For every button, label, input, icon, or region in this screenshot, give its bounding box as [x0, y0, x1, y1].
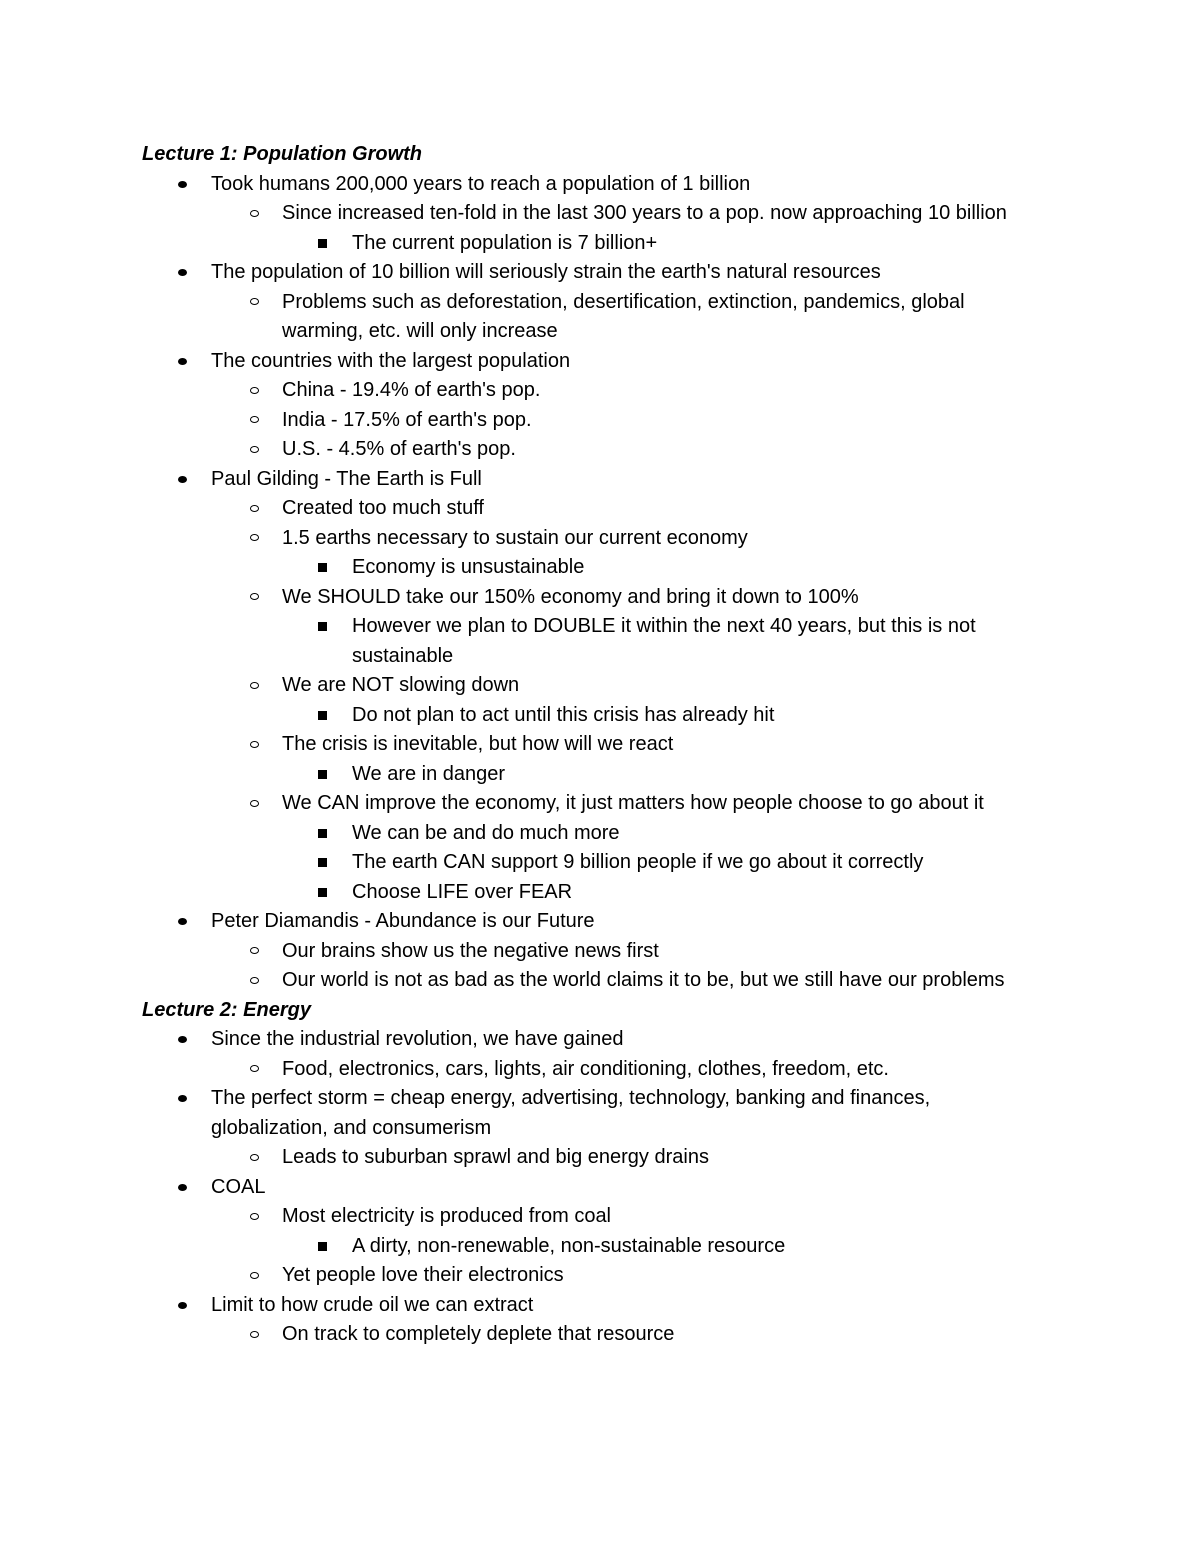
list-item-text: Paul Gilding - The Earth is Full [211, 467, 482, 490]
list-item-text: The earth CAN support 9 billion people if we go about it correctly [352, 851, 924, 873]
filled-circle-bullet-icon [178, 1095, 187, 1102]
list-item [0, 1202, 1042, 1232]
document-body [0, 140, 1200, 1350]
hollow-circle-bullet-icon [250, 741, 259, 748]
list-item-text: Peter Diamandis - Abundance is our Future [211, 910, 595, 932]
hollow-circle-bullet-icon [250, 977, 259, 984]
list-item-text: Limit to how crude oil we can extract [211, 1293, 534, 1316]
list-item [0, 907, 1031, 937]
hollow-circle-bullet-icon [250, 1154, 259, 1161]
hollow-circle-bullet-icon [250, 446, 259, 453]
list-item [0, 524, 1042, 554]
list-item-text: Do not plan to act until this crisis has already hit [352, 703, 775, 726]
list-item [0, 288, 1042, 347]
list-item [0, 730, 1042, 760]
hollow-circle-bullet-icon [250, 1331, 259, 1338]
list-item-text: Our brains show us the negative news first [282, 939, 659, 962]
list-item-text: Choose LIFE over FEAR [352, 880, 573, 903]
list-item-text: The crisis is inevitable, but how will we react [282, 733, 674, 755]
list-item [0, 258, 1031, 288]
list-item [0, 406, 1042, 436]
list-item [0, 789, 1042, 819]
list-item [0, 1232, 1042, 1262]
square-bullet-icon [318, 829, 327, 838]
hollow-circle-bullet-icon [250, 1213, 259, 1220]
filled-circle-bullet-icon [178, 1036, 187, 1043]
list-item [0, 583, 1042, 613]
list-item [0, 1143, 1042, 1173]
list-item-text: Since the industrial revolution, we have gained [211, 1028, 624, 1050]
hollow-circle-bullet-icon [250, 387, 259, 394]
list-item-text: U.S. - 4.5% of earth's pop. [282, 438, 516, 460]
list-item [0, 701, 1042, 731]
square-bullet-icon [318, 622, 327, 631]
filled-circle-bullet-icon [178, 1302, 187, 1309]
list-item-text: We are in danger [352, 762, 506, 785]
list-item [0, 1055, 1042, 1085]
list-item-text: Created too much stuff [282, 497, 484, 519]
filled-circle-bullet-icon [178, 181, 187, 188]
list-item-text: On track to completely deplete that resource [282, 1323, 675, 1345]
square-bullet-icon [318, 770, 327, 779]
list-item [0, 1320, 1042, 1350]
list-item-text: Leads to suburban sprawl and big energy drains [282, 1146, 709, 1168]
list-item [0, 1084, 1031, 1143]
filled-circle-bullet-icon [178, 358, 187, 365]
list-item [0, 199, 1042, 229]
list-item [0, 1291, 1031, 1321]
square-bullet-icon [318, 711, 327, 720]
filled-circle-bullet-icon [178, 269, 187, 276]
square-bullet-icon [318, 563, 327, 572]
hollow-circle-bullet-icon [250, 593, 259, 600]
filled-circle-bullet-icon [178, 476, 187, 483]
list-item [0, 671, 1042, 701]
list-item-text: Food, electronics, cars, lights, air conditioning, clothes, freedom, etc. [282, 1057, 889, 1080]
square-bullet-icon [318, 888, 327, 897]
list-item [0, 347, 1031, 377]
list-item-text: Since increased ten-fold in the last 300 years to a pop. now approaching 10 billion [282, 202, 1007, 224]
list-item-text: 1.5 earths necessary to sustain our current economy [282, 526, 748, 549]
list-item-text: Our world is not as bad as the world claims it to be, but we still have our problems [282, 969, 1005, 991]
list-item-text: China - 19.4% of earth's pop. [282, 379, 541, 401]
hollow-circle-bullet-icon [250, 1065, 259, 1072]
list-item [0, 376, 1042, 406]
filled-circle-bullet-icon [178, 1184, 187, 1191]
filled-circle-bullet-icon [178, 918, 187, 925]
list-item-text: A dirty, non-renewable, non-sustainable resource [352, 1234, 786, 1257]
list-item [0, 1025, 1031, 1055]
hollow-circle-bullet-icon [250, 947, 259, 954]
list-item-text: Economy is unsustainable [352, 556, 585, 578]
list-item-text: The perfect storm = cheap energy, advertising, technology, banking and finances, globalization, and consumerism [211, 1087, 931, 1139]
hollow-circle-bullet-icon [250, 800, 259, 807]
list-item [0, 465, 1031, 495]
section-heading: Lecture 2: Energy [142, 998, 311, 1021]
section-heading: Lecture 1: Population Growth [142, 143, 423, 165]
list-item [0, 553, 1042, 583]
list-item [0, 435, 1042, 465]
list-item-text: The current population is 7 billion+ [352, 231, 658, 254]
hollow-circle-bullet-icon [250, 534, 259, 541]
hollow-circle-bullet-icon [250, 505, 259, 512]
list-item [0, 494, 1042, 524]
list-item [0, 848, 1042, 878]
hollow-circle-bullet-icon [250, 1272, 259, 1279]
square-bullet-icon [318, 1242, 327, 1251]
hollow-circle-bullet-icon [250, 682, 259, 689]
hollow-circle-bullet-icon [250, 416, 259, 423]
list-item [0, 966, 1042, 996]
list-item [0, 1261, 1042, 1291]
list-item-text: We SHOULD take our 150% economy and bring it down to 100% [282, 585, 859, 608]
list-item-text: The population of 10 billion will seriously strain the earth's natural resources [211, 261, 881, 283]
list-item-text: The countries with the largest population [211, 349, 571, 372]
list-item [0, 937, 1042, 967]
list-item-text: We CAN improve the economy, it just matters how people choose to go about it [282, 792, 984, 814]
square-bullet-icon [318, 239, 327, 248]
list-item [0, 229, 1042, 259]
list-item-text: COAL [211, 1175, 266, 1198]
list-item-text: We are NOT slowing down [282, 674, 520, 696]
list-item [0, 819, 1042, 849]
list-item-text: However we plan to DOUBLE it within the next 40 years, but this is not sustainable [352, 615, 976, 667]
hollow-circle-bullet-icon [250, 298, 259, 305]
list-item-text: Yet people love their electronics [282, 1264, 564, 1286]
list-item [0, 878, 1042, 908]
list-item [0, 1173, 1031, 1203]
list-item-text: India - 17.5% of earth's pop. [282, 408, 532, 431]
list-item [0, 760, 1042, 790]
list-item-text: Most electricity is produced from coal [282, 1205, 612, 1227]
list-item [0, 170, 1031, 200]
list-item-text: We can be and do much more [352, 821, 620, 844]
list-item-text: Took humans 200,000 years to reach a population of 1 billion [211, 172, 751, 195]
list-item-text: Problems such as deforestation, desertification, extinction, pandemics, global warming, etc. will only increase [282, 290, 965, 342]
square-bullet-icon [318, 858, 327, 867]
hollow-circle-bullet-icon [250, 210, 259, 217]
list-item [0, 612, 1042, 671]
